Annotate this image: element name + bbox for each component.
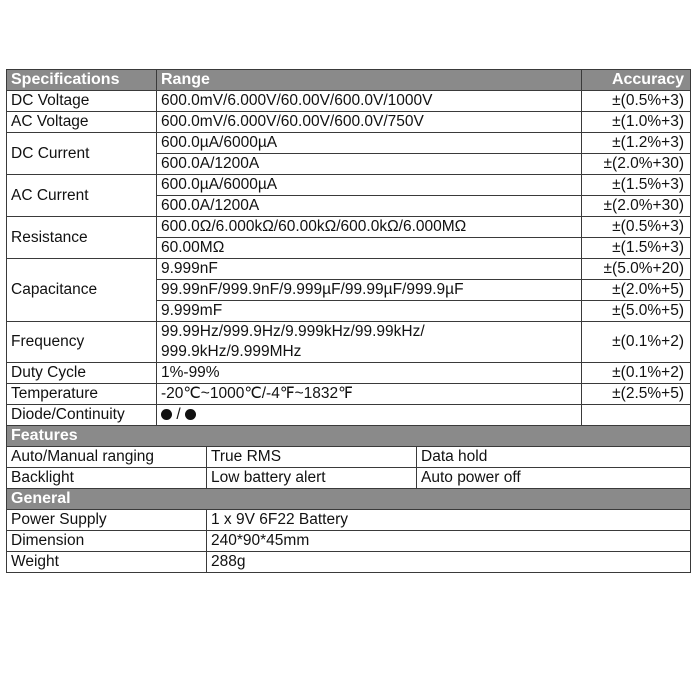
ac-voltage-row <box>7 112 691 133</box>
range-value <box>157 405 582 426</box>
range-line-1: 99.99Hz/999.9Hz/9.999kHz/99.99kHz/ <box>161 323 425 340</box>
range-value: 600.0mV/6.000V/60.00V/600.0V/1000V <box>157 91 582 112</box>
range-value: 9.999nF <box>157 259 582 280</box>
features-table <box>6 425 691 489</box>
header-range: Range <box>157 70 582 91</box>
header-accuracy: Accuracy <box>582 70 691 91</box>
row-label: Dimension <box>7 531 207 552</box>
dot-separator: / <box>176 406 181 423</box>
features-header-row <box>7 426 691 447</box>
range-value <box>157 322 582 363</box>
accuracy-value: ±(5.0%+20) <box>582 259 691 280</box>
row-label: AC Current <box>7 175 157 217</box>
row-label: Temperature <box>7 384 157 405</box>
row-label: Power Supply <box>7 510 207 531</box>
header-specifications: Specifications <box>7 70 157 91</box>
range-value: 600.0A/1200A <box>157 196 582 217</box>
feature-item: Auto/Manual ranging <box>7 447 207 468</box>
row-label: DC Voltage <box>7 91 157 112</box>
features-title: Features <box>7 426 691 447</box>
row-value: 288g <box>207 552 691 573</box>
feature-item: Backlight <box>7 468 207 489</box>
range-value: 600.0mV/6.000V/60.00V/600.0V/750V <box>157 112 582 133</box>
row-label: Resistance <box>7 217 157 259</box>
row-label: DC Current <box>7 133 157 175</box>
accuracy-value: ±(0.5%+3) <box>582 217 691 238</box>
feature-item: True RMS <box>207 447 417 468</box>
row-label: AC Voltage <box>7 112 157 133</box>
specifications-table <box>6 69 691 426</box>
accuracy-value: ±(1.5%+3) <box>582 175 691 196</box>
accuracy-value: ±(1.5%+3) <box>582 238 691 259</box>
feature-item: Auto power off <box>417 468 691 489</box>
frequency-row <box>7 322 691 363</box>
range-value: 9.999mF <box>157 301 582 322</box>
range-value: 600.0µA/6000µA <box>157 175 582 196</box>
feature-item: Data hold <box>417 447 691 468</box>
accuracy-value: ±(0.1%+2) <box>582 322 691 363</box>
header-row <box>7 70 691 91</box>
general-header-row <box>7 489 691 510</box>
accuracy-value: ±(2.0%+5) <box>582 280 691 301</box>
temperature-row <box>7 384 691 405</box>
range-value: 1%-99% <box>157 363 582 384</box>
row-label: Weight <box>7 552 207 573</box>
weight-row <box>7 552 691 573</box>
accuracy-value: ±(0.5%+3) <box>582 91 691 112</box>
features-row-1 <box>7 447 691 468</box>
resistance-row <box>7 217 691 238</box>
general-table <box>6 488 691 573</box>
accuracy-value: ±(2.0%+30) <box>582 196 691 217</box>
row-value: 240*90*45mm <box>207 531 691 552</box>
dc-current-row <box>7 133 691 154</box>
range-value: 600.0Ω/6.000kΩ/60.00kΩ/600.0kΩ/6.000MΩ <box>157 217 582 238</box>
general-title: General <box>7 489 691 510</box>
accuracy-value: ±(0.1%+2) <box>582 363 691 384</box>
capacitance-row <box>7 259 691 280</box>
duty-cycle-row <box>7 363 691 384</box>
range-line-2: 999.9kHz/9.999MHz <box>161 343 302 360</box>
row-label: Diode/Continuity <box>7 405 157 426</box>
row-value: 1 x 9V 6F22 Battery <box>207 510 691 531</box>
accuracy-value: ±(1.2%+3) <box>582 133 691 154</box>
power-supply-row <box>7 510 691 531</box>
accuracy-value: ±(5.0%+5) <box>582 301 691 322</box>
range-value: 600.0µA/6000µA <box>157 133 582 154</box>
continuity-dot-icon <box>185 409 196 420</box>
features-row-2 <box>7 468 691 489</box>
accuracy-value: ±(2.0%+30) <box>582 154 691 175</box>
accuracy-value <box>582 405 691 426</box>
range-value: 60.00MΩ <box>157 238 582 259</box>
row-label: Frequency <box>7 322 157 363</box>
row-label: Duty Cycle <box>7 363 157 384</box>
spec-sheet <box>6 69 690 573</box>
row-label: Capacitance <box>7 259 157 322</box>
range-value: -20℃~1000℃/-4℉~1832℉ <box>157 384 582 405</box>
dimension-row <box>7 531 691 552</box>
accuracy-value: ±(2.5%+5) <box>582 384 691 405</box>
dc-voltage-row <box>7 91 691 112</box>
diode-continuity-row <box>7 405 691 426</box>
accuracy-value: ±(1.0%+3) <box>582 112 691 133</box>
range-value: 600.0A/1200A <box>157 154 582 175</box>
feature-item: Low battery alert <box>207 468 417 489</box>
ac-current-row <box>7 175 691 196</box>
range-value: 99.99nF/999.9nF/9.999µF/99.99µF/999.9µF <box>157 280 582 301</box>
diode-dot-icon <box>161 409 172 420</box>
